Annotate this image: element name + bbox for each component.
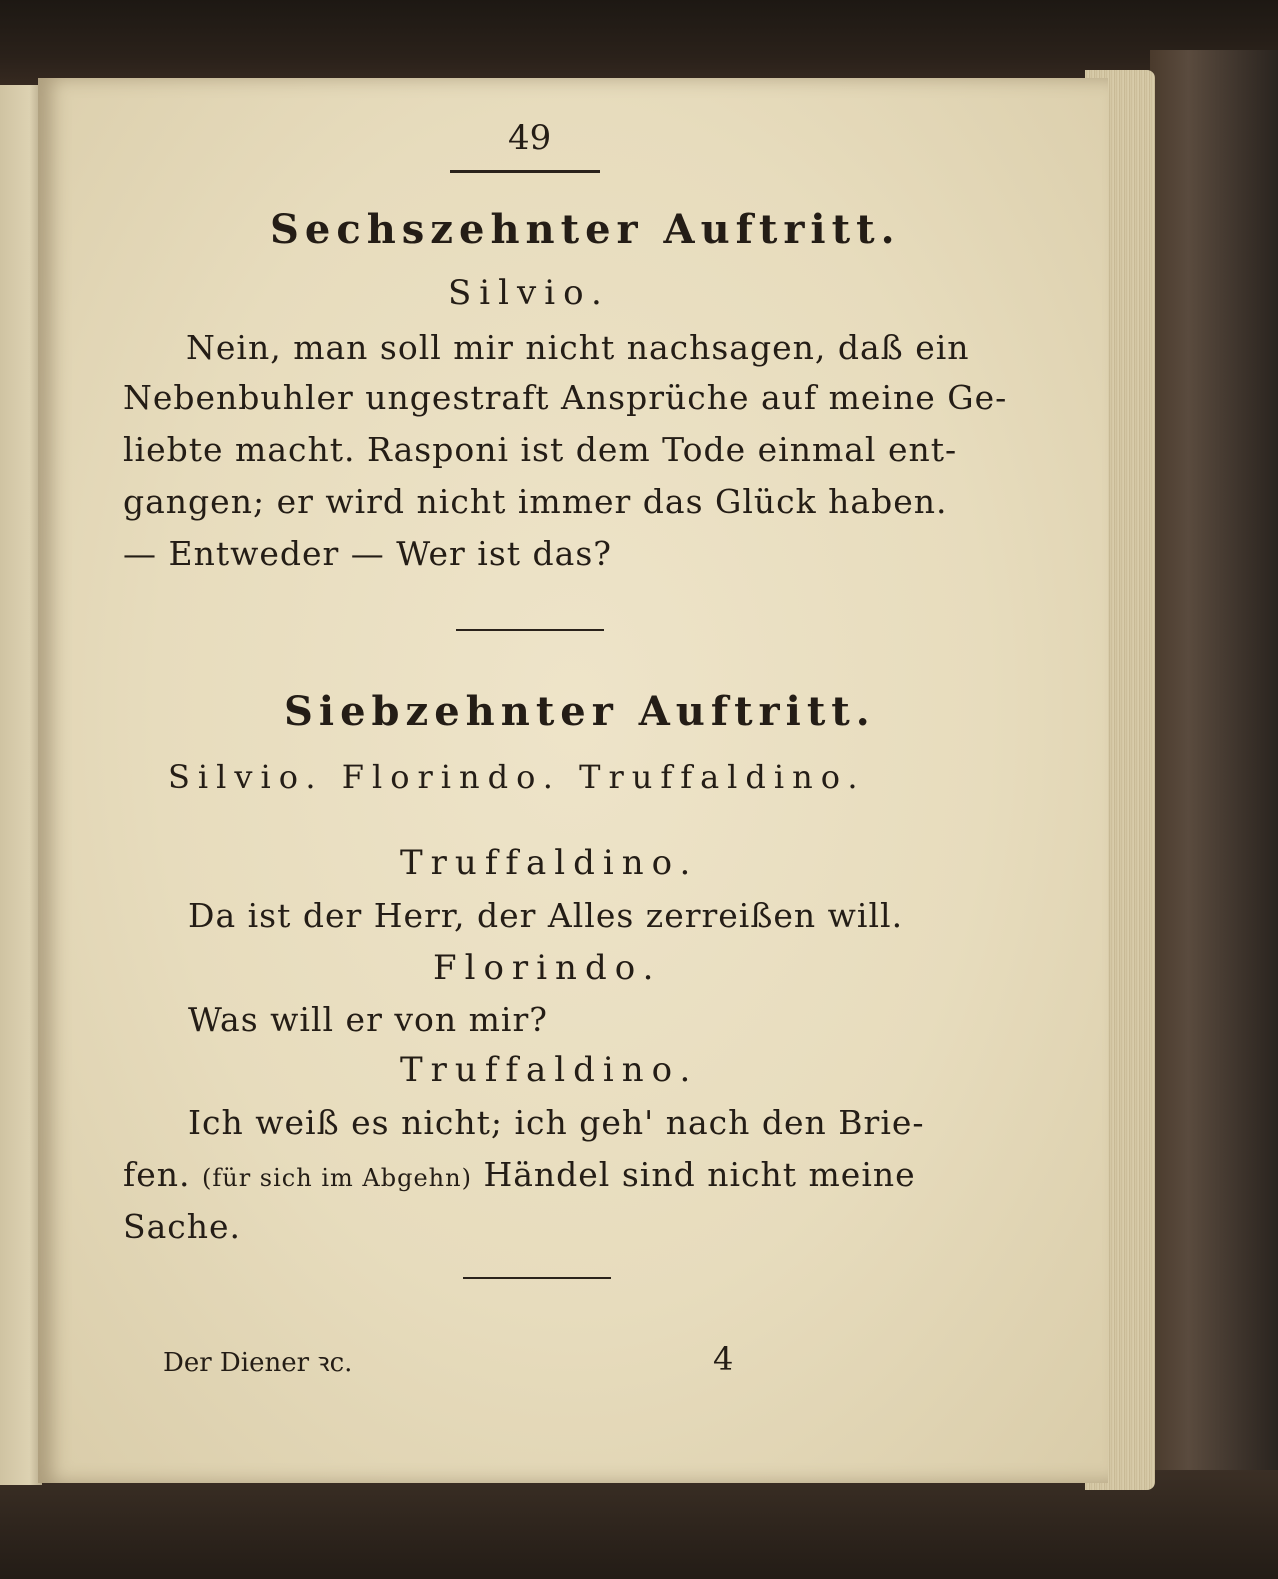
- book-cover-right: [1150, 50, 1278, 1579]
- speaker-silvio: Silvio.: [448, 273, 610, 313]
- text-line-9: [123, 1155, 916, 1194]
- text-line-10: Sache.: [123, 1207, 242, 1246]
- speaker-truffaldino-2: Truffaldino.: [400, 1050, 699, 1090]
- text-line-8: Ich weiß es nicht; ich geh' nach den Brie-: [188, 1103, 925, 1142]
- page-number: 49: [508, 118, 552, 158]
- scene-heading-2: Siebzehnter Auftritt.: [284, 688, 876, 735]
- signature-mark: 4: [713, 1340, 734, 1378]
- footer-title: Der Diener ꝛc.: [163, 1348, 353, 1378]
- header-rule: [450, 170, 600, 173]
- text-line-6: Da ist der Herr, der Alles zerreißen will.: [188, 896, 904, 935]
- text-line-1: Nein, man soll mir nicht nachsagen, daß ein: [186, 328, 970, 367]
- text-line-2: Nebenbuhler ungestraft Ansprüche auf meine Ge-: [123, 378, 1008, 417]
- section-rule-1: [456, 629, 604, 631]
- facing-page-edge: [0, 85, 42, 1485]
- line-9-start: fen.: [123, 1155, 191, 1194]
- text-line-4: gangen; er wird nicht immer das Glück haben.: [123, 482, 948, 521]
- stage-direction: (für sich im Abgehn): [202, 1164, 472, 1192]
- speaker-florindo: Florindo.: [433, 948, 662, 988]
- character-list: Silvio. Florindo. Truffaldino.: [168, 758, 866, 796]
- book-page: [38, 78, 1108, 1483]
- text-line-5: — Entweder — Wer ist das?: [123, 534, 612, 573]
- scene-heading-1: Sechszehnter Auftritt.: [270, 206, 901, 253]
- section-rule-2: [463, 1277, 611, 1279]
- speaker-truffaldino-1: Truffaldino.: [400, 843, 699, 883]
- line-9-end: Händel sind nicht meine: [483, 1155, 916, 1194]
- text-line-3: liebte macht. Rasponi ist dem Tode einmal ent-: [123, 430, 958, 469]
- text-line-7: Was will er von mir?: [188, 1000, 548, 1039]
